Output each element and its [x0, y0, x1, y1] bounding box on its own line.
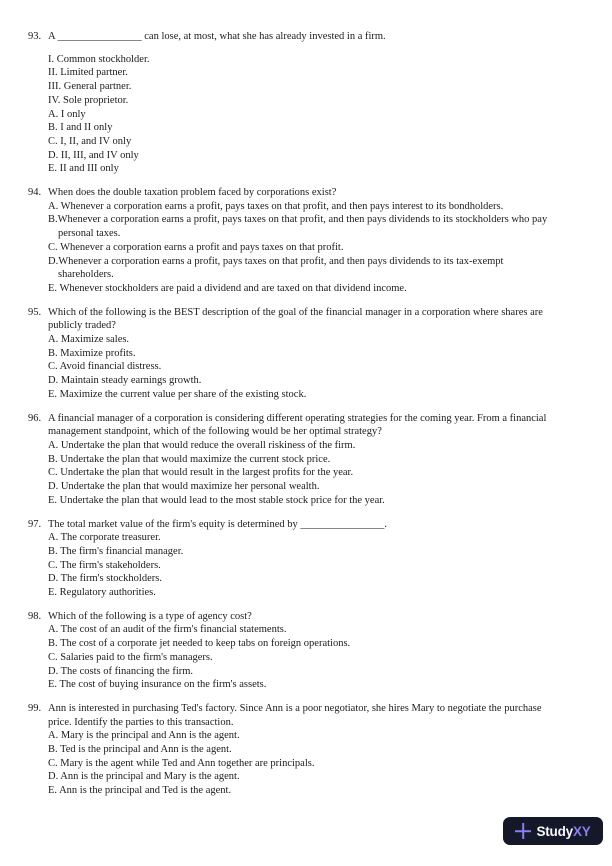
question-number: 96. — [28, 412, 42, 424]
question-head — [28, 518, 556, 532]
option-line: E. Ann is the principal and Ted is the agent. — [48, 785, 232, 797]
option-line: D. The costs of financing the firm. — [48, 665, 194, 677]
option-line: C. Salaries paid to the firm's managers. — [48, 651, 213, 663]
option-line: B. Maximize profits. — [48, 347, 136, 359]
option-line: E. II and III only — [48, 163, 119, 175]
question-head — [28, 412, 556, 439]
option-line: D.Whenever a corporation earns a profit, pays taxes on that profit, and then pays dividends to its tax-exempt shareholders. — [48, 255, 504, 281]
option-line: C. Whenever a corporation earns a profit and pays taxes on that profit. — [48, 241, 344, 253]
option-line: A. Whenever a corporation earns a profit, pays taxes on that profit, and then pays interest to its bondholders. — [48, 200, 504, 212]
option-line: D. The firm's stockholders. — [48, 573, 162, 585]
question-block — [28, 702, 556, 798]
option-line: C. I, II, and IV only — [48, 135, 132, 147]
question-head — [28, 186, 556, 200]
option-line: B. Undertake the plan that would maximize the current stock price. — [48, 453, 331, 465]
option-line: D. II, III, and IV only — [48, 149, 139, 161]
plus-icon — [515, 823, 531, 839]
question-text: A financial manager of a corporation is considering different operating strategies for the coming year. From a financial management standpoint, which of the following would be her optimal strategy? — [48, 412, 547, 438]
option-line: C. Avoid financial distress. — [48, 361, 162, 373]
option-line: IV. Sole proprietor. — [48, 94, 129, 106]
question-number: 98. — [28, 610, 42, 622]
option-line: B. Ted is the principal and Ann is the agent. — [48, 744, 232, 756]
option-line: E. Regulatory authorities. — [48, 587, 156, 599]
option-line: A. The corporate treasurer. — [48, 532, 161, 544]
option-line: E. Undertake the plan that would lead to the most stable stock price for the year. — [48, 494, 385, 506]
option-line: B. The firm's financial manager. — [48, 545, 184, 557]
question-block — [28, 518, 556, 600]
options-list — [28, 623, 556, 692]
question-text: Ann is interested in purchasing Ted's factory. Since Ann is a poor negotiator, she hires Mary to negotiate the purchase price. Identify the parties to this transaction. — [48, 702, 542, 728]
option-line: I. Common stockholder. — [48, 53, 150, 65]
options-list — [28, 729, 556, 798]
option-line: II. Limited partner. — [48, 67, 128, 79]
question-block — [28, 610, 556, 692]
question-block — [28, 412, 556, 508]
option-line: D. Undertake the plan that would maximize her personal wealth. — [48, 481, 320, 493]
question-head — [28, 30, 556, 44]
question-text: Which of the following is a type of agency cost? — [48, 610, 252, 622]
question-number: 97. — [28, 518, 42, 530]
studyxy-logo-text — [536, 824, 590, 839]
option-line: A. Undertake the plan that would reduce the overall riskiness of the firm. — [48, 439, 356, 451]
question-number: 95. — [28, 306, 42, 318]
options-list — [28, 531, 556, 600]
question-text: The total market value of the firm's equity is determined by ________________. — [48, 518, 387, 530]
question-number: 99. — [28, 702, 42, 714]
option-line: A. The cost of an audit of the firm's financial statements. — [48, 624, 287, 636]
option-line: A. Mary is the principal and Ann is the agent. — [48, 730, 240, 742]
question-head — [28, 610, 556, 624]
question-block — [28, 30, 556, 176]
logo-xy-label: XY — [572, 823, 591, 839]
options-list — [28, 439, 556, 508]
question-text: When does the double taxation problem faced by corporations exist? — [48, 187, 337, 199]
option-line: D. Ann is the principal and Mary is the agent. — [48, 771, 240, 783]
option-line: A. I only — [48, 108, 86, 120]
studyxy-logo — [503, 817, 603, 845]
question-text: Which of the following is the BEST description of the goal of the financial manager in a corporation where shares are publicly traded? — [48, 306, 543, 332]
options-list — [28, 200, 556, 296]
option-line: E. Whenever stockholders are paid a dividend and are taxed on that dividend income. — [48, 282, 407, 294]
question-number: 93. — [28, 31, 42, 42]
question-block — [28, 306, 556, 402]
option-line: D. Maintain steady earnings growth. — [48, 375, 202, 387]
options-list — [28, 333, 556, 402]
question-text: A ________________ can lose, at most, what she has already invested in a firm. — [48, 31, 386, 42]
option-line: A. Maximize sales. — [48, 334, 130, 346]
option-line: E. Maximize the current value per share of the existing stock. — [48, 388, 307, 400]
question-head — [28, 702, 556, 729]
question-block — [28, 186, 556, 296]
option-line: C. Undertake the plan that would result in the largest profits for the year. — [48, 467, 354, 479]
option-line: B.Whenever a corporation earns a profit, pays taxes on that profit, and then pays dividends to its stockholders who pay personal taxes. — [48, 214, 548, 240]
option-line: C. The firm's stakeholders. — [48, 559, 161, 571]
options-list — [28, 53, 556, 176]
option-line: B. I and II only — [48, 122, 113, 134]
logo-study-label: Study — [536, 823, 573, 839]
option-line: C. Mary is the agent while Ted and Ann together are principals. — [48, 757, 315, 769]
option-line: B. The cost of a corporate jet needed to keep tabs on foreign operations. — [48, 638, 351, 650]
question-head — [28, 306, 556, 333]
question-number: 94. — [28, 187, 42, 199]
option-line: E. The cost of buying insurance on the firm's assets. — [48, 679, 267, 691]
option-line: III. General partner. — [48, 81, 132, 93]
